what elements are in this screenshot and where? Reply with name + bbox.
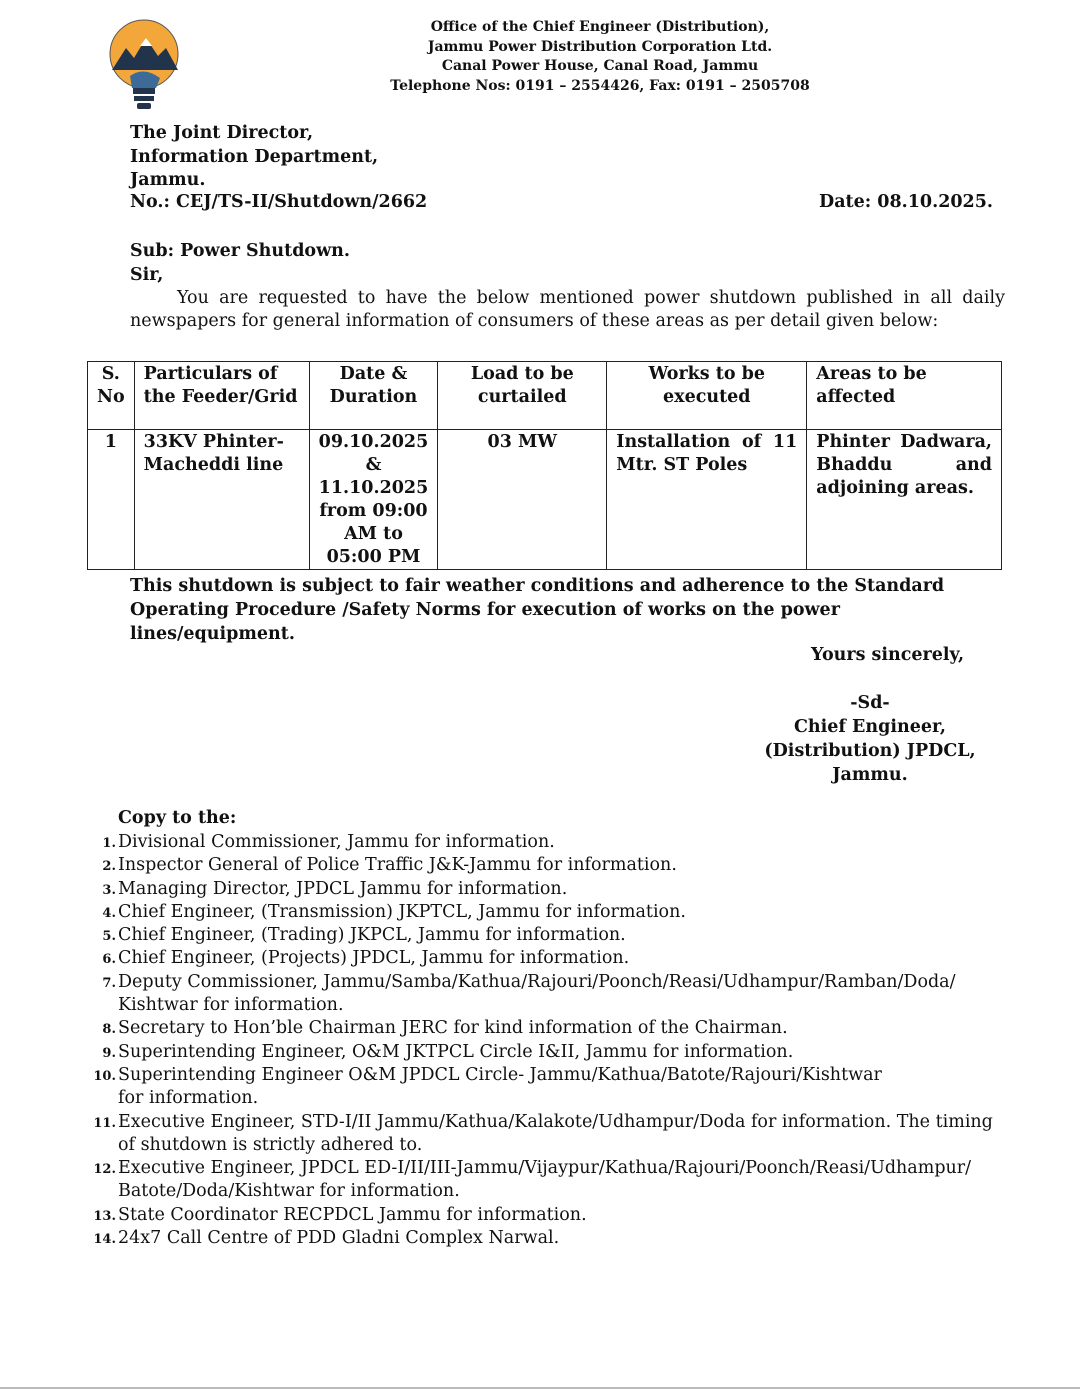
list-item: 10. Superintending Engineer O&M JPDCL Circle- Jammu/Kathua/Batote/Rajouri/Kishtwar for information.: [93, 1064, 882, 1109]
page-bottom-divider: [0, 1387, 1080, 1389]
list-item: 9. Superintending Engineer, O&M JKTPCL Circle I&II, Jammu for information.: [102, 1041, 794, 1062]
signature-sd: -Sd-: [850, 693, 890, 713]
list-item: 8. Secretary to Hon’ble Chairman JERC for kind information of the Chairman.: [102, 1018, 788, 1039]
shutdown-note: This shutdown is subject to fair weather conditions and adherence to the Standard Operating Procedure /Safety Norms for execution of works on the power lines/equipment.: [130, 576, 945, 644]
header-areas: Areas to be affected: [807, 362, 1002, 430]
cell-areas: Phinter Dadwara, Bhaddu and adjoining areas.: [807, 430, 1002, 570]
list-item: 14. 24x7 Call Centre of PDD Gladni Complex Narwal.: [93, 1228, 560, 1249]
list-item: 13. State Coordinator RECPDCL Jammu for information.: [93, 1204, 587, 1225]
subject-line: Sub: Power Shutdown.: [130, 241, 350, 261]
cell-works: Installation of 11 Mtr. ST Poles: [607, 430, 807, 570]
header-works: Works to be executed: [607, 362, 807, 430]
reference-date: Date: 08.10.2025.: [819, 192, 993, 212]
header-sno: S. No: [88, 362, 135, 430]
list-item: 4. Chief Engineer, (Transmission) JKPTCL, Jammu for information.: [102, 901, 686, 922]
salutation: Sir,: [130, 265, 164, 285]
cell-date-duration: 09.10.2025 & 11.10.2025 from 09:00 AM to 05:00 PM: [309, 430, 438, 570]
signature-dept: (Distribution) JPDCL,: [764, 741, 976, 761]
letterhead-office: Office of the Chief Engineer (Distribution),: [430, 19, 770, 35]
list-item: 2. Inspector General of Police Traffic J&K-Jammu for information.: [102, 855, 677, 876]
list-item: 12. Executive Engineer, JPDCL ED-I/II/III-Jammu/Vijaypur/Kathua/Rajouri/Poonch/Reasi/Udhampur/ Batote/Doda/Kishtwar for information.: [93, 1158, 972, 1202]
signature-place: Jammu.: [832, 765, 908, 785]
cell-load: 03 MW: [438, 430, 607, 570]
copy-to-list: [0, 831, 1000, 1250]
reference-row: [130, 192, 993, 212]
copy-to-title: Copy to the:: [118, 808, 237, 828]
signature-title: Chief Engineer,: [793, 717, 947, 737]
table-row: [88, 430, 1002, 570]
jpdcl-logo-icon: [100, 18, 188, 113]
cell-sno: 1: [88, 430, 135, 570]
header-load: Load to be curtailed: [438, 362, 607, 430]
letterhead-phone: Telephone Nos: 0191 – 2554426, Fax: 0191 – 2505708: [390, 77, 810, 94]
header-feeder: Particulars of the Feeder/Grid: [134, 362, 309, 430]
addressee-line: The Joint Director,: [130, 123, 314, 143]
reference-number: No.: CEJ/TS-II/Shutdown/2662: [130, 192, 428, 212]
header-date: Date & Duration: [309, 362, 438, 430]
shutdown-table: [87, 361, 1002, 570]
closing: Yours sincerely,: [811, 645, 965, 665]
signature-block: [760, 691, 980, 787]
list-item: 6. Chief Engineer, (Projects) JPDCL, Jammu for information.: [102, 948, 630, 969]
table-header-row: [88, 362, 1002, 430]
cell-feeder: 33KV Phinter-Macheddi line: [134, 430, 309, 570]
letterhead-address: Canal Power House, Canal Road, Jammu: [441, 58, 759, 74]
body-paragraph: You are requested to have the below mentioned power shutdown published in all daily newspapers for general information of consumers of these areas as per detail given below:: [130, 288, 1005, 331]
list-item: 1. Divisional Commissioner, Jammu for information.: [102, 832, 555, 852]
list-item: 3. Managing Director, JPDCL Jammu for information.: [102, 878, 568, 899]
addressee-block: [130, 122, 378, 193]
addressee-line: Jammu.: [130, 170, 206, 190]
addressee-line: Information Department,: [130, 146, 379, 167]
letterhead: [380, 18, 820, 96]
list-item: 11. Executive Engineer, STD-I/II Jammu/Kathua/Kalakote/Udhampur/Doda for information. The timing of shutdown is strictly adhered to.: [93, 1111, 993, 1155]
list-item: 5. Chief Engineer, (Trading) JKPCL, Jammu for information.: [102, 925, 626, 946]
letterhead-company: Jammu Power Distribution Corporation Ltd.: [427, 38, 773, 55]
subject-block: [130, 239, 350, 287]
list-item: 7. Deputy Commissioner, Jammu/Samba/Kathua/Rajouri/Poonch/Reasi/Udhampur/Ramban/Doda/ Kishtwar for information.: [102, 971, 956, 1016]
